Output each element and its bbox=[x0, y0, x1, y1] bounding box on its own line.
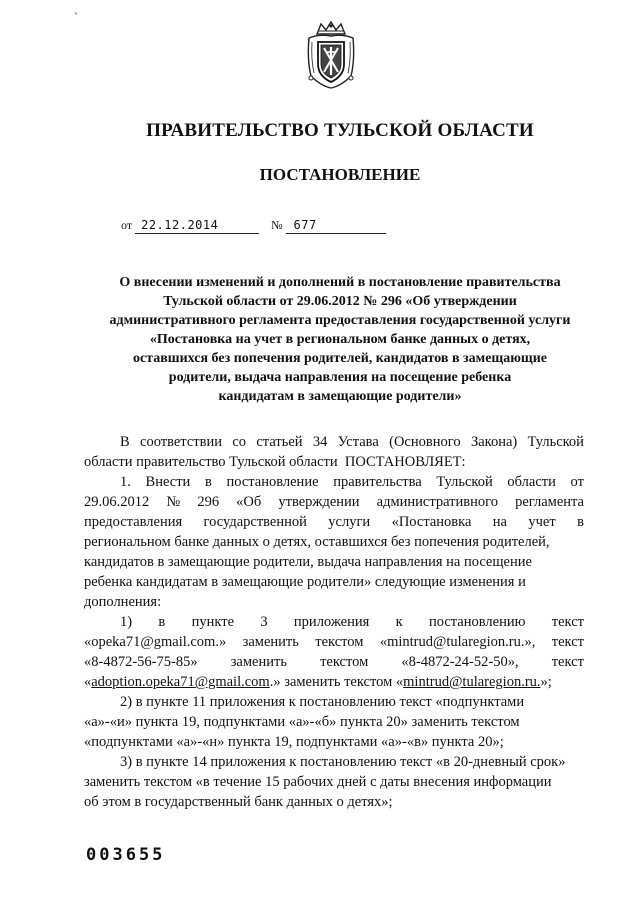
title-line: оставшихся без попечения родителей, кандидатов в замещающие bbox=[132, 351, 548, 366]
document-type: ПОСТАНОВЛЕНИЕ bbox=[259, 165, 421, 184]
body-line: региональном банке данных о детях, оставшихся без попечения родителей, bbox=[84, 534, 550, 550]
email-link: adoption.opeka71@gmail.com bbox=[91, 674, 270, 690]
body-line: «opeka71@gmail.com.» заменить текстом «mintrud@tularegion.ru.», текст bbox=[84, 634, 584, 650]
date-number-line bbox=[121, 218, 386, 234]
government-heading: ПРАВИТЕЛЬСТВО ТУЛЬСКОЙ ОБЛАСТИ bbox=[146, 120, 534, 141]
body-line: «подпунктами «а»-«н» пункта 19, подпунктами «а»-«в» пункта 20»; bbox=[84, 734, 504, 750]
number-prefix: № bbox=[271, 218, 283, 232]
body-line: заменить текстом «в течение 15 рабочих дней с даты внесения информации bbox=[84, 774, 552, 790]
body-line: 29.06.2012 № 296 «Об утверждении административного регламента bbox=[84, 494, 584, 510]
body-line: кандидатов в замещающие родители, выдача направления на посещение bbox=[84, 554, 532, 570]
body-line: « adoption.opeka71@gmail.com .» заменить текстом « mintrud@tularegion.ru. »; bbox=[84, 674, 552, 690]
body-line: дополнения: bbox=[84, 594, 162, 610]
body-line: 2) в пункте 11 приложения к постановлению текст «подпунктами bbox=[120, 694, 525, 710]
document-date: 22.12.2014 bbox=[141, 218, 219, 232]
serial-number: 003655 bbox=[86, 845, 166, 865]
body-line: ребенка кандидатам в замещающие родители» следующие изменения и bbox=[84, 574, 526, 590]
document-body bbox=[84, 432, 584, 812]
title-line: кандидатам в замещающие родители» bbox=[218, 389, 462, 404]
title-line: Тульской области от 29.06.2012 № 296 «Об утверждении bbox=[163, 294, 517, 309]
date-prefix: от bbox=[121, 218, 133, 232]
tula-coat-of-arms-icon bbox=[303, 20, 359, 90]
body-line: области правительство Тульской области ПОСТАНОВЛЯЕТ: bbox=[84, 454, 466, 470]
document-number: 677 bbox=[293, 218, 317, 232]
body-line: об этом в государственный банк данных о детях»; bbox=[84, 794, 393, 810]
title-line: О внесении изменений и дополнений в постановление правительства bbox=[119, 275, 561, 290]
title-line: «Постановка на учет в региональном банке данных о детях, bbox=[149, 332, 531, 347]
margin-mark: ˋ bbox=[74, 10, 78, 24]
body-line: 3) в пункте 14 приложения к постановлению текст «в 20-дневный срок» bbox=[120, 754, 566, 770]
body-line: предоставления государственной услуги «Постановка на учет в bbox=[84, 514, 584, 530]
body-line: «а»-«и» пункта 19, подпунктами «а»-«б» пункта 20» заменить текстом bbox=[84, 714, 520, 730]
body-line: В соответствии со статьей 34 Устава (Основного Закона) Тульской bbox=[120, 434, 584, 450]
email-link: mintrud@tularegion.ru. bbox=[403, 674, 541, 690]
body-line: 1. Внести в постановление правительства Тульской области от bbox=[120, 474, 584, 490]
number-field bbox=[286, 218, 386, 234]
title-line: административного регламента предоставления государственной услуги bbox=[109, 313, 571, 328]
document-title bbox=[80, 273, 600, 406]
date-field bbox=[135, 218, 259, 234]
body-line: «8-4872-56-75-85» заменить текстом «8-4872-24-52-50», текст bbox=[84, 654, 584, 670]
body-line: 1) в пункте 3 приложения к постановлению текст bbox=[120, 614, 584, 630]
title-line: родители, выдача направления на посещение ребенка bbox=[168, 370, 512, 385]
